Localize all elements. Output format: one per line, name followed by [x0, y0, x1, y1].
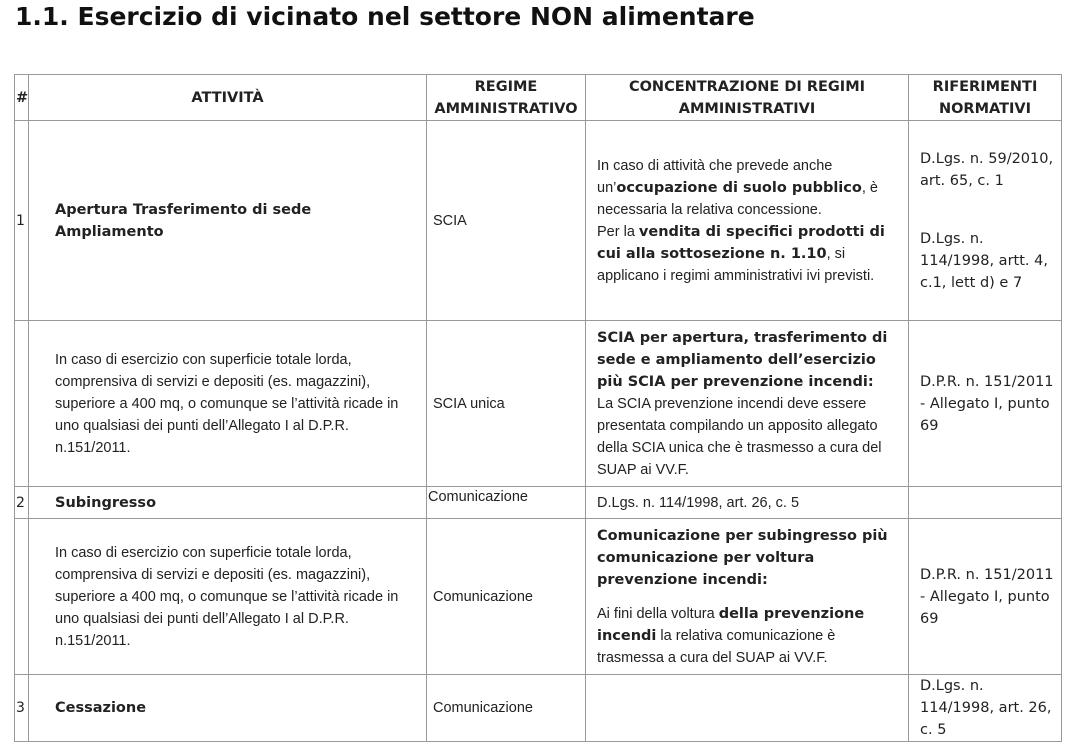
- riferimenti-cell: [909, 121, 1062, 321]
- riferimento-text: D.Lgs. n. 114/1998, artt. 4, c.1, lett d) e 7: [920, 230, 1048, 291]
- row-number: [15, 321, 29, 487]
- header-riferimenti: RIFERIMENTI NORMATIVI: [909, 75, 1062, 121]
- regime-cell: Comunicazione: [427, 675, 586, 742]
- attivita-cell: In caso di esercizio con superficie totale lorda, comprensiva di servizi e depositi (es. magazzini), superiore a 400 mq, o comunque se l’attività ricade in uno qualsiasi dei punti dell’Allegato I al D.P.R. n.151/2011.: [29, 519, 427, 675]
- conc-text: La SCIA prevenzione incendi deve essere presentata compilando un apposito allegato della SCIA unica che è trasmesso a cura del SUAP ai VV.F.: [597, 395, 882, 478]
- attivita-cell: In caso di esercizio con superficie totale lorda, comprensiva di servizi e depositi (es. magazzini), superiore a 400 mq, o comunque se l’attività ricade in uno qualsiasi dei punti dell’Allegato I al D.P.R. n.151/2011.: [29, 321, 427, 487]
- row-number: 1: [15, 121, 29, 321]
- header-concentrazione: CONCENTRAZIONE DI REGIMI AMMINISTRATIVI: [586, 75, 909, 121]
- conc-bold-text: vendita di specifici prodotti di cui alla sottosezione n. 1.10: [597, 223, 885, 262]
- conc-text: , si applicano i regimi amministrativi ivi previsti.: [597, 245, 875, 284]
- riferimenti-cell: [909, 487, 1062, 519]
- conc-text: , è necessaria la relativa concessione.: [597, 179, 878, 218]
- conc-bold-text: della prevenzione incendi: [597, 605, 865, 644]
- row-number: 3: [15, 675, 29, 742]
- conc-bold-text: occupazione di suolo pubblico: [616, 179, 862, 196]
- header-num: #: [15, 75, 29, 121]
- table-row: [15, 519, 1062, 675]
- conc-bold-text: SCIA per apertura, trasferimento di sede e ampliamento dell’esercizio più SCIA per prevenzione incendi:: [597, 329, 888, 390]
- riferimento-text: D.Lgs. n. 59/2010, art. 65, c. 1: [920, 150, 1054, 189]
- table-row: [15, 321, 1062, 487]
- attivita-cell: Subingresso: [29, 487, 427, 519]
- regimi-table: [14, 74, 1062, 742]
- header-attivita: ATTIVITÀ: [29, 75, 427, 121]
- conc-text: la relativa comunicazione è trasmessa a cura del SUAP ai VV.F.: [597, 627, 836, 666]
- table-row: [15, 487, 1062, 519]
- riferimenti-cell: D.Lgs. n. 114/1998, art. 26, c. 5: [909, 675, 1062, 742]
- conc-text: In caso di attività che prevede anche un’: [597, 157, 833, 196]
- concentrazione-cell: [586, 321, 909, 487]
- attivita-cell: Cessazione: [29, 675, 427, 742]
- conc-text: Per la: [597, 223, 639, 240]
- table-row: [15, 121, 1062, 321]
- conc-bold-text: Comunicazione per subingresso più comunicazione per voltura prevenzione incendi:: [597, 527, 888, 588]
- table-row: [15, 675, 1062, 742]
- conc-text: Ai fini della voltura: [597, 605, 719, 622]
- row-number: 2: [15, 487, 29, 519]
- regime-cell: Comunicazione: [427, 519, 586, 675]
- conc-paragraph: [597, 603, 904, 669]
- concentrazione-cell: D.Lgs. n. 114/1998, art. 26, c. 5: [586, 487, 909, 519]
- page-title: 1.1. Esercizio di vicinato nel settore NON alimentare: [15, 2, 755, 31]
- concentrazione-cell: [586, 519, 909, 675]
- header-row: [15, 75, 1062, 121]
- riferimenti-cell: D.P.R. n. 151/2011 - Allegato I, punto 69: [909, 321, 1062, 487]
- regime-cell: Comunicazione: [427, 487, 586, 519]
- attivita-cell: Apertura Trasferimento di sede Ampliamento: [29, 121, 427, 321]
- regime-cell: SCIA unica: [427, 321, 586, 487]
- row-number: [15, 519, 29, 675]
- header-regime: REGIME AMMINISTRATIVO: [427, 75, 586, 121]
- regime-cell: SCIA: [427, 121, 586, 321]
- concentrazione-cell: [586, 675, 909, 742]
- concentrazione-cell: [586, 121, 909, 321]
- riferimenti-cell: D.P.R. n. 151/2011 - Allegato I, punto 69: [909, 519, 1062, 675]
